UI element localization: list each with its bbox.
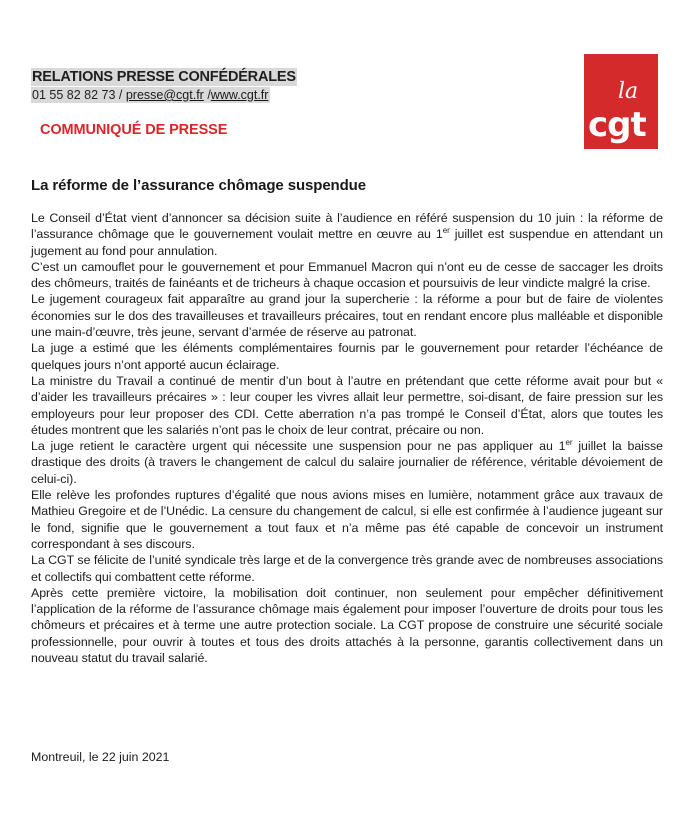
- cgt-logo-graphic: [584, 54, 658, 149]
- logo-la-text: la: [618, 79, 639, 104]
- header-title: RELATIONS PRESSE CONFÉDÉRALES: [32, 69, 296, 85]
- press-contact-header: [31, 68, 321, 104]
- press-release-title: La réforme de l’assurance chômage suspendue: [31, 177, 366, 194]
- email-link[interactable]: presse@cgt.fr: [125, 88, 204, 102]
- press-release-body: [31, 210, 663, 666]
- contact-line: [31, 87, 270, 103]
- paragraph: Le jugement courageux fait apparaître au grand jour la supercherie : la réforme a pour but de faire de violentes économies sur le dos des travailleuses et travailleurs précaires, tout en rendant encore plus malléable et disponible une main-d’œuvre, très jeune, servant d’armée de réserve au patronat.: [31, 292, 663, 340]
- paragraph: Le Conseil d’État vient d’annoncer sa décision suite à l’audience en référé suspension du 10 juin : la réforme de l’assurance chômage que le gouvernement voulait mettre en œuvre au 1er juillet est suspendue en attendant un jugement au fond pour annulation.: [31, 211, 663, 258]
- place-and-date: Montreuil, le 22 juin 2021: [31, 750, 170, 764]
- contact-separator-2: /: [203, 88, 211, 102]
- paragraph: La CGT se félicite de l’unité syndicale très large et de la convergence très grande avec de nombreuses associations et collectifs qui combattent cette réforme.: [31, 553, 663, 584]
- contact-separator: /: [115, 88, 126, 102]
- paragraph: La juge retient le caractère urgent qui nécessite une suspension pour ne pas appliquer au 1er juillet la baisse drastique des droits (à travers le changement de calcul du salaire journalier de référence, véritable dévoiement de celui-ci).: [31, 438, 663, 486]
- paragraph: La ministre du Travail a continué de mentir d’un bout à l’autre en prétendant que cette réforme avait pour but « d’aider les travailleurs précaires » : leur couper les vivres allait leur permettre, soi-disant, de faire pression sur les employeurs pour leur proposer des CDI. Cette aberration n’a pas trompé le Conseil d’État, alors que toutes les études montrent que les salariés n’ont pas le choix de leur contrat, précaire ou non.: [31, 373, 663, 437]
- paragraph: C’est un camouflet pour le gouvernement et pour Emmanuel Macron qui n’ont eu de cesse de saccager les droits des chômeurs, traités de fainéants et de tricheurs à chaque occasion et poursuivis de leur vindicte malgré la crise.: [31, 259, 663, 291]
- paragraph: La juge a estimé que les éléments complémentaires fournis par le gouvernement pour retarder l’échéance de quelques jours n’ont apporté aucun éclairage.: [31, 341, 663, 372]
- paragraph: Elle relève les profondes ruptures d’égalité que nous avions mises en lumière, notamment grâce aux travaux de Mathieu Gregoire et de l’Unédic. La censure du changement de calcul, si elle est confirmée à l’audience jugeant sur le fond, signifie que le gouvernement a tout faux et n’a même pas été capable de concevoir un instrument correspondant à ses discours.: [31, 488, 663, 551]
- cgt-logo: [584, 54, 658, 149]
- paragraph: Après cette première victoire, la mobilisation doit continuer, non seulement pour empêcher définitivement l’application de la réforme de l’assurance chômage mais également pour imposer l’ouverture de droits pour tous les chômeurs et précaires et à terme une autre protection sociale. La CGT propose de construire une sécurité sociale professionnelle, pour ouvrir à toutes et tous des droits attachés à la personne, garantis collectivement dans un nouveau statut du travail salarié.: [31, 585, 663, 666]
- document-type-label: COMMUNIQUÉ DE PRESSE: [40, 122, 228, 138]
- phone-number: 01 55 82 82 73: [32, 88, 116, 102]
- website-link[interactable]: www.cgt.fr: [210, 88, 269, 102]
- logo-cgt-text: cgt: [588, 105, 646, 145]
